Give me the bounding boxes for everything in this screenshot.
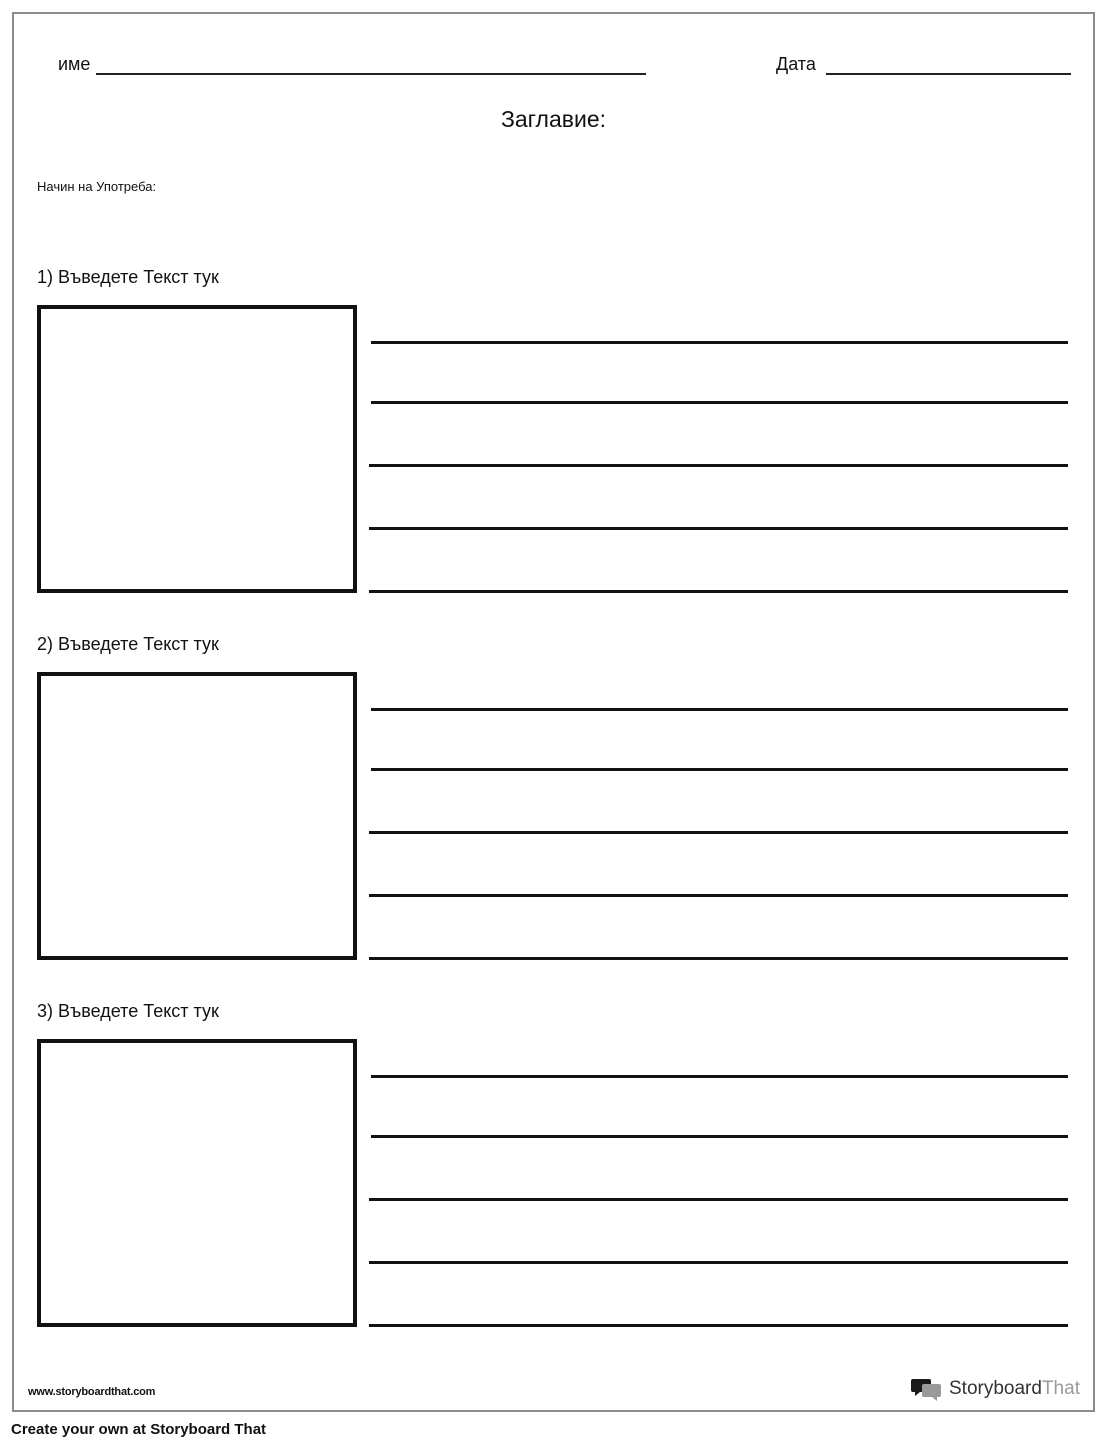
section-1-picture-box[interactable]: [37, 305, 357, 593]
section-2-writing-line[interactable]: [371, 708, 1068, 711]
worksheet-title: Заглавие:: [500, 106, 607, 132]
create-your-own-caption[interactable]: Create your own at Storyboard That: [11, 1421, 267, 1438]
section-3-writing-line[interactable]: [369, 1261, 1068, 1264]
section-1-writing-line[interactable]: [371, 341, 1068, 344]
logo-wordmark: [949, 1378, 1080, 1400]
date-label: Дата: [776, 54, 816, 74]
footer-url[interactable]: www.storyboardthat.com: [28, 1386, 156, 1398]
section-2-writing-line[interactable]: [369, 831, 1068, 834]
worksheet-page: [12, 12, 1095, 1412]
logo-accent-text: That: [1041, 1378, 1080, 1399]
section-2-writing-line[interactable]: [369, 957, 1068, 960]
name-label: име: [58, 54, 91, 74]
name-field-line[interactable]: [96, 73, 646, 75]
logo-main-text: Storyboard: [949, 1378, 1042, 1399]
speech-bubbles-icon: [911, 1376, 943, 1402]
section-3-writing-line[interactable]: [369, 1198, 1068, 1201]
storyboardthat-logo[interactable]: [911, 1375, 1080, 1403]
section-3-writing-line[interactable]: [369, 1324, 1068, 1327]
section-1-label: 1) Въведете Текст тук: [37, 267, 219, 287]
section-2-writing-line[interactable]: [369, 894, 1068, 897]
section-1-writing-line[interactable]: [369, 527, 1068, 530]
section-2-picture-box[interactable]: [37, 672, 357, 960]
section-3-writing-line[interactable]: [371, 1135, 1068, 1138]
instructions-label: Начин на Употреба:: [37, 179, 157, 194]
section-2-writing-line[interactable]: [371, 768, 1068, 771]
section-1-writing-line[interactable]: [369, 590, 1068, 593]
section-1-writing-line[interactable]: [369, 464, 1068, 467]
section-1-writing-line[interactable]: [371, 401, 1068, 404]
section-3-writing-line[interactable]: [371, 1075, 1068, 1078]
section-2-label: 2) Въведете Текст тук: [37, 634, 219, 654]
section-3-label: 3) Въведете Текст тук: [37, 1001, 219, 1021]
section-3-picture-box[interactable]: [37, 1039, 357, 1327]
date-field-line[interactable]: [826, 73, 1071, 75]
